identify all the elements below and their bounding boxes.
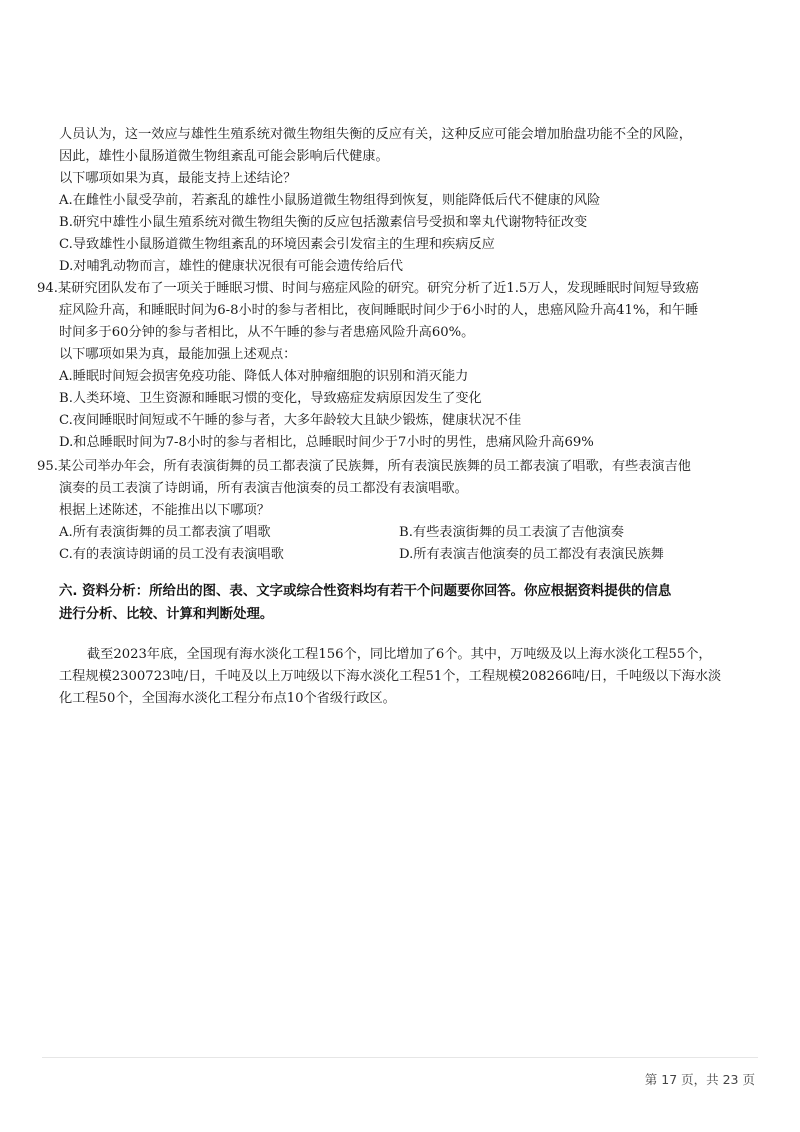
q94-option-c: C.夜间睡眠时间短或不午睡的参与者，大多年龄较大且缺少锻炼，健康状况不佳 [59, 413, 522, 428]
q93-option-c: C.导致雄性小鼠肠道微生物组紊乱的环境因素会引发宿主的生理和疾病反应 [59, 237, 495, 252]
section-heading-line-2: 进行分析、比较、计算和判断处理。 [59, 607, 274, 622]
material-line-3: 化工程50个，全国海水淡化工程分布点10个省级行政区。 [59, 691, 396, 706]
page-number: 第 17 页，共 23 页 [644, 1072, 755, 1087]
q94-option-b: B.人类环境、卫生资源和睡眠习惯的变化，导致癌症发病原因发生了变化 [59, 391, 482, 406]
q95-option-d: D.所有表演吉他演奏的员工都没有表演民族舞 [399, 547, 664, 562]
q95-option-b: B.有些表演街舞的员工表演了吉他演奏 [399, 525, 624, 540]
q94-text-line-3: 时间多于60分钟的参与者相比，从不午睡的参与者患癌风险升高60%。 [59, 325, 475, 340]
q94-text-line-2: 症风险升高，和睡眠时间为6-8小时的参与者相比，夜间睡眠时间少于6小时的人，患癌风险升高41%，和午睡 [59, 303, 699, 318]
material-line-2: 工程规模2300723吨/日，千吨及以上万吨级以下海水淡化工程51个，工程规模208266吨/日，千吨级以下海水淡 [59, 669, 722, 684]
footer-divider [42, 1057, 758, 1058]
q95-option-c: C.有的表演诗朗诵的员工没有表演唱歌 [59, 547, 284, 562]
q93-option-d: D.对哺乳动物而言，雄性的健康状况很有可能会遗传给后代 [59, 259, 403, 274]
q95-text-line-2: 演奏的员工表演了诗朗诵，所有表演吉他演奏的员工都没有表演唱歌。 [59, 481, 468, 496]
q94-option-d: D.和总睡眠时间为7-8小时的参与者相比，总睡眠时间少于7小时的男性，患痛风险升高69% [59, 435, 594, 450]
section-heading-line-1: 六. 资料分析：所给出的图、表、文字或综合性资料均有若干个问题要你回答。你应根据资料提供的信息 [59, 584, 672, 599]
q94-text-line-1: 94.某研究团队发布了一项关于睡眠习惯、时间与癌症风险的研究。研究分析了近1.5万人，发现睡眠时间短导致癌 [37, 281, 699, 296]
q93-prompt: 以下哪项如果为真，最能支持上述结论？ [59, 171, 297, 186]
q93-text-line-2: 因此，雄性小鼠肠道微生物组紊乱可能会影响后代健康。 [59, 149, 389, 164]
q94-option-a: A.睡眠时间短会损害免疫功能、降低人体对肿瘤细胞的识别和消灭能力 [59, 369, 469, 384]
q95-prompt: 根据上述陈述，不能推出以下哪项？ [59, 503, 270, 518]
q95-text-line-1: 95.某公司举办年会，所有表演街舞的员工都表演了民族舞，所有表演民族舞的员工都表演了唱歌，有些表演吉他 [37, 459, 691, 474]
q93-text-line-1: 人员认为，这一效应与雄性生殖系统对微生物组失衡的反应有关，这种反应可能会增加胎盘功能不全的风险， [59, 127, 692, 142]
q93-option-b: B.研究中雄性小鼠生殖系统对微生物组失衡的反应包括激素信号受损和睾丸代谢物特征改变 [59, 215, 588, 230]
q95-option-a: A.所有表演街舞的员工都表演了唱歌 [59, 525, 271, 540]
material-line-1: 截至2023年底，全国现有海水淡化工程156个，同比增加了6个。其中，万吨级及以上海水淡化工程55个， [87, 647, 712, 662]
q93-option-a: A.在雌性小鼠受孕前，若紊乱的雄性小鼠肠道微生物组得到恢复，则能降低后代不健康的风险 [59, 193, 601, 208]
q94-prompt: 以下哪项如果为真，最能加强上述观点： [59, 347, 297, 362]
